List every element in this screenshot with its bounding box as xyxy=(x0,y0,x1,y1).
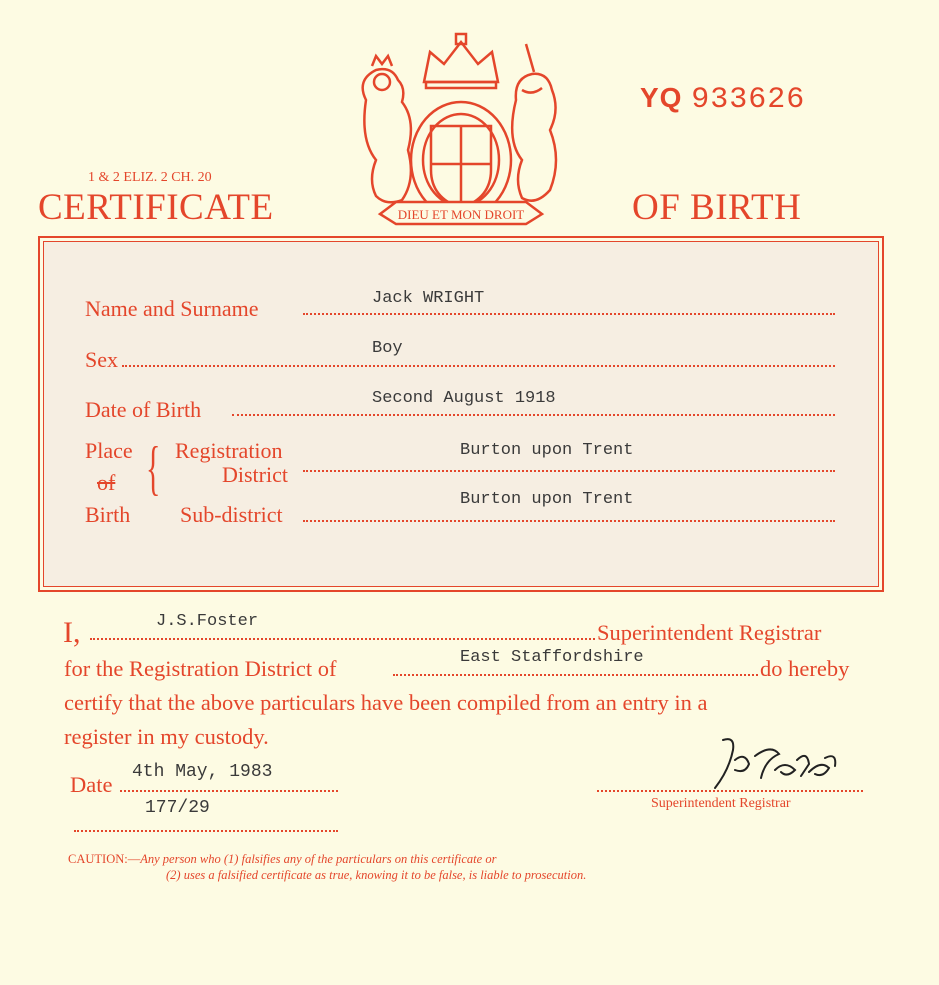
name-dotted-line xyxy=(303,313,835,315)
registrar-name-value: J.S.Foster xyxy=(156,612,259,631)
sub-district-label: Sub-district xyxy=(180,502,283,527)
sex-label: Sex xyxy=(85,347,118,372)
sub-district-dotted-line xyxy=(303,520,835,522)
date-label: Date xyxy=(70,772,113,797)
royal-coat-of-arms-icon xyxy=(346,30,576,226)
certify-line: certify that the above particulars have been compiled from an entry in a xyxy=(64,690,708,715)
title-left: CERTIFICATE xyxy=(38,187,274,228)
caution-label: CAUTION:— xyxy=(68,852,141,866)
reg-district-dotted-line xyxy=(303,470,835,472)
reference-value: 177/29 xyxy=(145,798,210,818)
signature-caption: Superintendent Registrar xyxy=(651,796,791,811)
district-line-suffix: do hereby xyxy=(760,656,850,681)
sub-district-value: Burton upon Trent xyxy=(460,490,634,509)
dob-label: Date of Birth xyxy=(85,397,202,422)
serial-number xyxy=(640,82,805,117)
registrar-name-dotted-line xyxy=(90,638,595,640)
title-right: OF BIRTH xyxy=(632,187,802,228)
dob-value: Second August 1918 xyxy=(372,389,556,408)
caution-text-1: Any person who (1) falsifies any of the particulars on this certificate or xyxy=(140,852,497,866)
reg-district-value: Burton upon Trent xyxy=(460,441,634,460)
name-value: Jack WRIGHT xyxy=(372,289,485,308)
date-dotted-line xyxy=(120,790,338,792)
place-brace-icon: { xyxy=(146,435,161,501)
district-line-prefix: for the Registration District of xyxy=(64,656,337,681)
birth-word: Birth xyxy=(85,502,131,527)
caution-line-1 xyxy=(68,852,496,867)
serial-prefix: YQ xyxy=(640,82,683,113)
dob-dotted-line xyxy=(232,414,835,416)
name-label: Name and Surname xyxy=(85,296,259,321)
date-value: 4th May, 1983 xyxy=(132,762,273,782)
district-value: East Staffordshire xyxy=(460,648,644,667)
custody-line: register in my custody. xyxy=(64,724,269,749)
sex-dotted-line xyxy=(122,365,835,367)
motto-text: DIEU ET MON DROIT xyxy=(397,207,525,222)
registrar-role: Superintendent Registrar xyxy=(597,620,822,645)
serial-digits: 933626 xyxy=(691,83,806,117)
place-word: Place xyxy=(85,438,133,463)
caution-text-2: (2) uses a falsified certificate as true, knowing it to be false, is liable to prosecution. xyxy=(166,868,587,882)
reg-district-label-2: District xyxy=(222,462,288,487)
reference-dotted-line xyxy=(74,830,338,832)
pronoun-i: I, xyxy=(63,616,81,649)
caution-line-2 xyxy=(166,868,586,883)
district-dotted-line xyxy=(393,674,758,676)
of-word: of xyxy=(97,470,116,495)
reg-district-label-1: Registration xyxy=(175,438,283,463)
act-reference: 1 & 2 ELIZ. 2 CH. 20 xyxy=(88,170,212,185)
sex-value: Boy xyxy=(372,339,403,358)
